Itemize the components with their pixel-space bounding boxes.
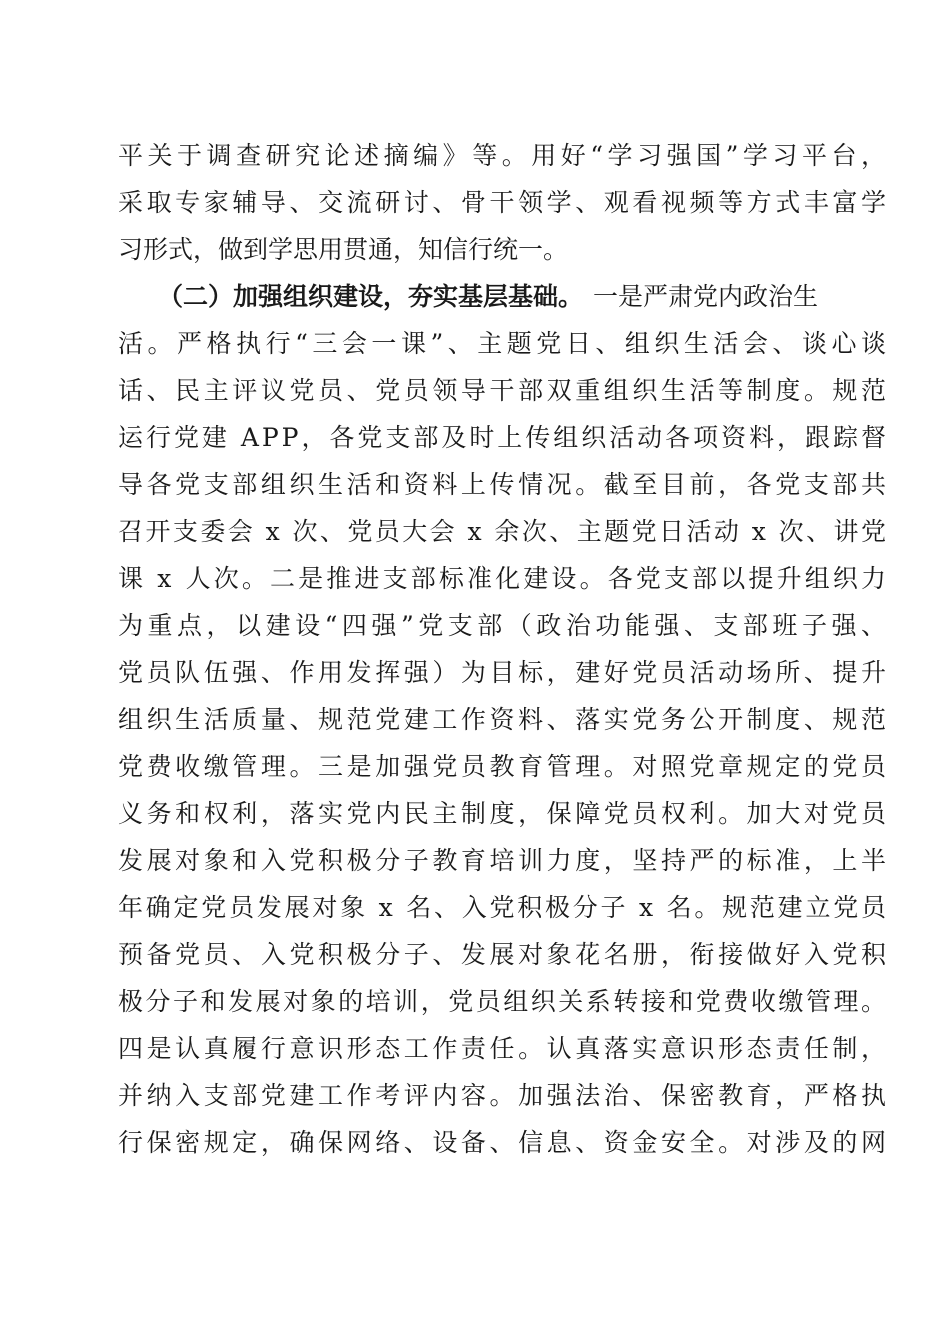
line-text: 平关于调查研究论述摘编》等。用好“学习强国”学习平台， xyxy=(118,141,891,170)
text-line xyxy=(0,509,950,555)
line-text: 年确定党员发展对象 x 名、入党积极分子 x 名。规范建立党员 xyxy=(118,893,889,922)
line-text: 一是严肃党内政治生 xyxy=(593,282,819,311)
text-line xyxy=(0,603,950,649)
text-line xyxy=(0,650,950,696)
text-line xyxy=(0,1120,950,1166)
line-text: 召开支委会 x 次、党员大会 x 余次、主题党日活动 x 次、讲党 xyxy=(118,517,889,546)
line-text: 极分子和发展对象的培训，党员组织关系转接和党费收缴管理。 xyxy=(118,987,889,1016)
line-text: 话、民主评议党员、党员领导干部双重组织生活等制度。规范 xyxy=(118,376,890,405)
line-text: 四是认真履行意识形态工作责任。认真落实意识形态责任制， xyxy=(118,1034,890,1063)
text-line xyxy=(0,1026,950,1072)
line-text: 运行党建 APP，各党支部及时上传组织活动各项资料，跟踪督 xyxy=(118,423,889,452)
line-text: 行保密规定，确保网络、设备、信息、资金安全。对涉及的网 xyxy=(118,1128,890,1157)
line-text: 党费收缴管理。三是加强党员教育管理。对照党章规定的党员 xyxy=(118,752,890,781)
text-line xyxy=(0,697,950,743)
text-line xyxy=(0,133,950,179)
text-line xyxy=(0,556,950,602)
text-line xyxy=(0,227,950,273)
text-line xyxy=(0,274,950,320)
line-text: 课 x 人次。二是推进支部标准化建设。各党支部以提升组织力 xyxy=(118,564,890,593)
line-text: 发展对象和入党积极分子教育培训力度，坚持严的标准，上半 xyxy=(118,846,890,875)
text-line xyxy=(0,885,950,931)
line-text: 活。严格执行“三会一课”、主题党日、组织生活会、谈心谈 xyxy=(118,329,891,358)
text-line xyxy=(0,415,950,461)
line-text: 义务和权利，落实党内民主制度，保障党员权利。加大对党员 xyxy=(118,799,890,828)
line-text: 组织生活质量、规范党建工作资料、落实党务公开制度、规范 xyxy=(118,705,890,734)
text-line xyxy=(0,838,950,884)
text-line xyxy=(0,368,950,414)
line-text: 预备党员、入党积极分子、发展对象花名册，衔接做好入党积 xyxy=(118,940,890,969)
text-line xyxy=(0,462,950,508)
text-line xyxy=(0,180,950,226)
text-line xyxy=(0,321,950,367)
line-text: 导各党支部组织生活和资料上传情况。截至目前，各党支部共 xyxy=(118,470,890,499)
line-text: 党员队伍强、作用发挥强）为目标，建好党员活动场所、提升 xyxy=(118,658,890,687)
text-line xyxy=(0,791,950,837)
text-line xyxy=(0,979,950,1025)
line-text: 采取专家辅导、交流研讨、骨干领学、观看视频等方式丰富学 xyxy=(118,188,890,217)
section-heading: （二）加强组织建设，夯实基层基础。 xyxy=(158,282,584,311)
line-text: 为重点，以建设“四强”党支部（政治功能强、支部班子强、 xyxy=(118,611,891,640)
text-line xyxy=(0,932,950,978)
text-line xyxy=(0,744,950,790)
line-text: 并纳入支部党建工作考评内容。加强法治、保密教育，严格执 xyxy=(118,1081,890,1110)
line-text: 习形式，做到学思用贯通，知信行统一。 xyxy=(118,235,569,264)
text-line xyxy=(0,1073,950,1119)
